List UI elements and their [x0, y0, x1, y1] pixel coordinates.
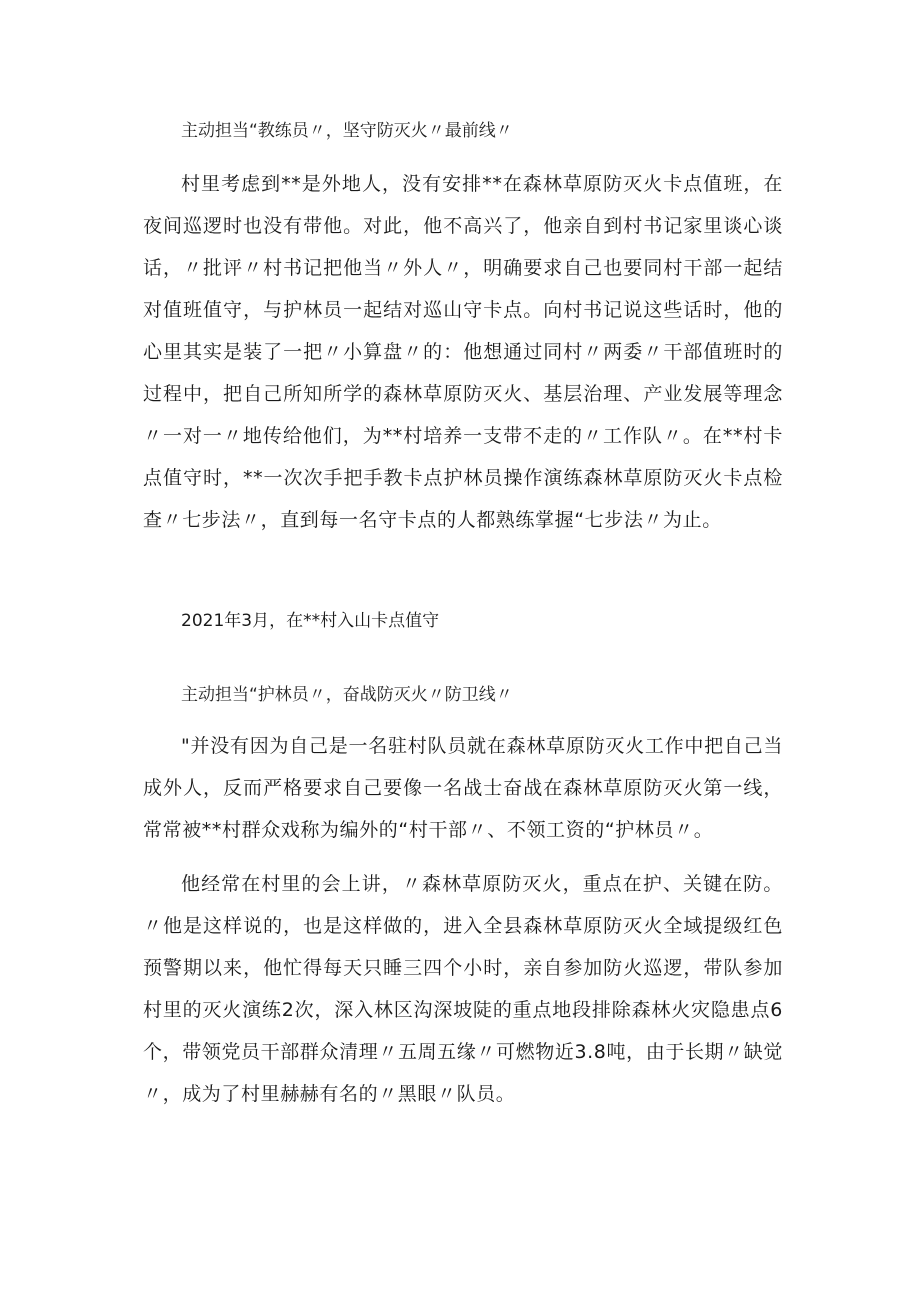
paragraph-coach-story: 村里考虑到**是外地人，没有安排**在森林草原防灭火卡点值班，在夜间巡逻时也没有带他。对此，他不高兴了，他亲自到村书记家里谈心谈话，〃批评〃村书记把他当〃外人〃，明确要求自己也要同村干部一起结对值班值守，与护林员一起结对巡山守卡点。向村书记说这些话时，他的心里其实是装了一把〃小算盘〃的：他想通过同村〃两委〃干部值班时的过程中，把自己所知所学的森林草原防灭火、基层治理、产业发展等理念〃一对一〃地传给他们，为**村培养一支带不走的〃工作队〃。在**村卡点值守时，**一次次手把手教卡点护林员操作演练森林草原防灭火卡点检查〃七步法〃，直到每一名守卡点的人都熟练掌握“七步法〃为止。 [143, 173, 783, 531]
paragraph-ranger-intro: "并没有因为自己是一名驻村队员就在森林草原防灭火工作中把自己当成外人，反而严格要求自己要像一名战士奋战在森林草原防灭火第一线，常常被**村群众戏称为编外的“村干部〃、不领工资的“护林员〃。 [143, 735, 783, 841]
photo-caption-date: 2021年3月，在**村入山卡点值守 [181, 611, 440, 631]
section-heading-ranger: 主动担当“护林员〃，奋战防灭火〃防卫线〃 [181, 685, 513, 705]
section-heading-coach: 主动担当“教练员〃，坚守防灭火〃最前线〃 [181, 121, 513, 141]
paragraph-ranger-actions: 他经常在村里的会上讲，〃森林草原防灭火，重点在护、关键在防。〃他是这样说的，也是这样做的，进入全县森林草原防灭火全域提级红色预警期以来，他忙得每天只睡三四个小时，亲自参加防火巡逻，带队参加村里的灭火演练2次，深入林区沟深坡陡的重点地段排除森林火灾隐患点6个，带领党员干部群众清理〃五周五缘〃可燃物近3.8吨，由于长期〃缺觉〃，成为了村里赫赫有名的〃黑眼〃队员。 [143, 873, 783, 1105]
